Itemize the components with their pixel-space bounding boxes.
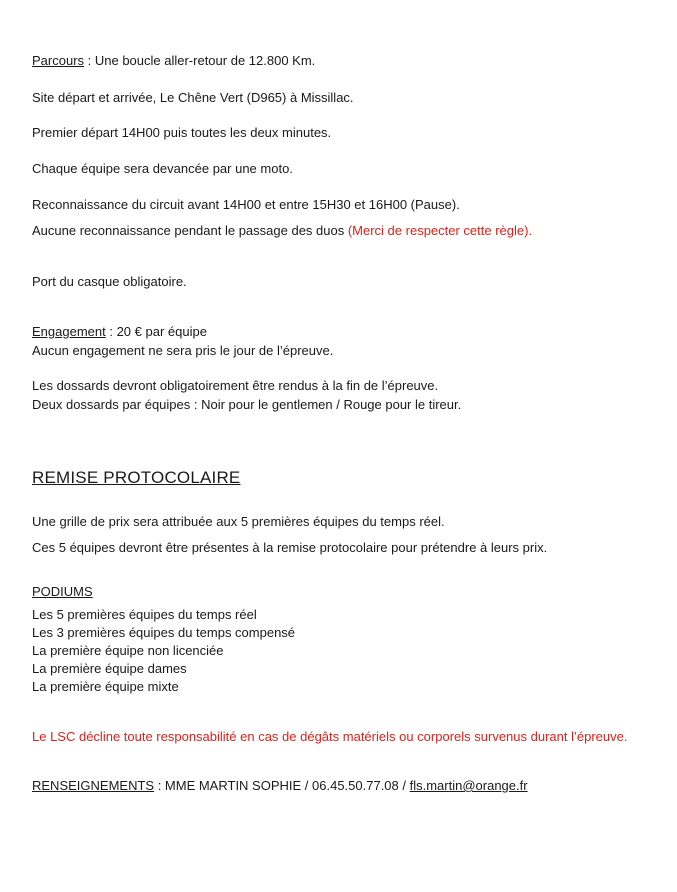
aucune-reconnaissance-note: (Merci de respecter cette règle). bbox=[347, 223, 533, 238]
parcours-label: Parcours bbox=[32, 53, 85, 68]
podium-item: La première équipe non licenciée bbox=[32, 643, 224, 658]
reconnaissance-line: Reconnaissance du circuit avant 14H00 et entre 15H30 et 16H00 (Pause). bbox=[32, 197, 460, 212]
engagement-text: : 20 € par équipe bbox=[105, 324, 207, 339]
podium-item: Les 5 premières équipes du temps réel bbox=[32, 607, 257, 622]
engagement-label: Engagement bbox=[32, 324, 106, 339]
podiums-title: PODIUMS bbox=[32, 584, 93, 599]
remise-protocolaire-heading: REMISE PROTOCOLAIRE bbox=[32, 468, 241, 487]
engagement-line bbox=[32, 324, 207, 340]
renseignements-text: : MME MARTIN SOPHIE / 06.45.50.77.08 / bbox=[154, 778, 410, 793]
podium-item: Les 3 premières équipes du temps compensé bbox=[32, 625, 296, 640]
dossards-line-1: Les dossards devront obligatoirement être rendus à la fin de l’épreuve. bbox=[32, 378, 439, 393]
renseignements-line bbox=[32, 778, 528, 794]
podium-item: La première équipe mixte bbox=[32, 679, 179, 694]
remise-line-1: Une grille de prix sera attribuée aux 5 premières équipes du temps réel. bbox=[32, 514, 445, 529]
parcours-line bbox=[32, 53, 315, 69]
remise-line-2: Ces 5 équipes devront être présentes à la remise protocolaire pour prétendre à leurs prix. bbox=[32, 540, 548, 555]
aucune-reconnaissance-text: Aucune reconnaissance pendant le passage des duos bbox=[32, 223, 348, 238]
aucune-reconnaissance-line bbox=[32, 223, 532, 239]
engagement-note: Aucun engagement ne sera pris le jour de l’épreuve. bbox=[32, 343, 334, 358]
dossards-line-2: Deux dossards par équipes : Noir pour le gentlemen / Rouge pour le tireur. bbox=[32, 397, 462, 412]
parcours-text: : Une boucle aller-retour de 12.800 Km. bbox=[84, 53, 316, 68]
renseignements-label: RENSEIGNEMENTS bbox=[32, 778, 155, 793]
moto-line: Chaque équipe sera devancée par une moto. bbox=[32, 161, 293, 176]
site-line: Site départ et arrivée, Le Chêne Vert (D965) à Missillac. bbox=[32, 90, 354, 105]
podium-item: La première équipe dames bbox=[32, 661, 187, 676]
casque-line: Port du casque obligatoire. bbox=[32, 274, 187, 289]
disclaimer: Le LSC décline toute responsabilité en cas de dégâts matériels ou corporels survenus durant l’épreuve. bbox=[32, 729, 628, 744]
email-link[interactable]: fls.martin@orange.fr bbox=[409, 778, 528, 793]
depart-line: Premier départ 14H00 puis toutes les deux minutes. bbox=[32, 125, 332, 140]
